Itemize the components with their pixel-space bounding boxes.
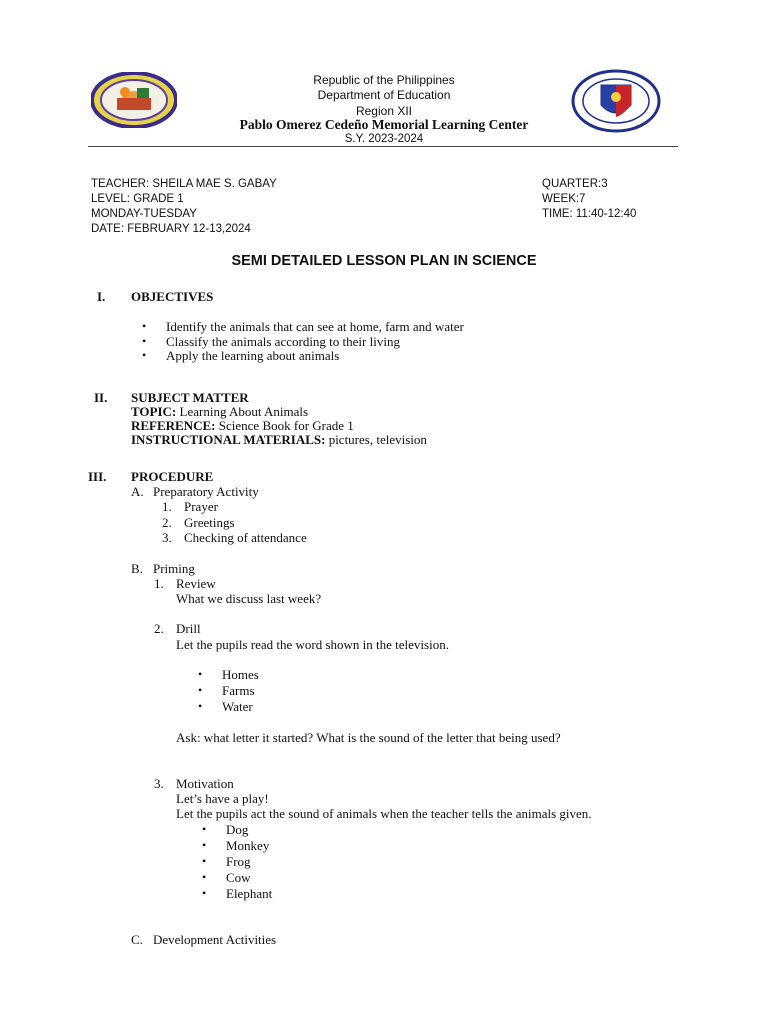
- development-title: Development Activities: [153, 932, 277, 947]
- motivation-number: 3.: [154, 776, 164, 791]
- objective-item: • Apply the learning about animals: [166, 348, 339, 364]
- review-title: Review: [176, 576, 216, 591]
- drill-title: Drill: [176, 621, 201, 636]
- animal-item: • Elephant: [226, 886, 272, 902]
- objective-item: • Classify the animals according to their living: [166, 334, 400, 350]
- week: WEEK:7: [542, 193, 586, 205]
- animal-item: • Frog: [226, 854, 251, 870]
- materials-value: pictures, television: [325, 432, 427, 447]
- header-school-name: Pablo Omerez Cedeño Memorial Learning Center: [239, 117, 529, 132]
- drill-word: • Water: [222, 699, 253, 715]
- prep-item: Greetings: [184, 515, 235, 530]
- topic-value: Learning About Animals: [176, 404, 309, 419]
- grade-level: LEVEL: GRADE 1: [91, 193, 184, 205]
- animal-item: • Cow: [226, 870, 251, 886]
- review-number: 1.: [154, 576, 164, 591]
- header-divider: [88, 146, 678, 147]
- prep-item: Checking of attendance: [184, 530, 307, 545]
- date: DATE: FEBRUARY 12-13,2024: [91, 223, 251, 235]
- motivation-intro: Let’s have a play!: [176, 791, 269, 806]
- procedure-number: III.: [88, 469, 107, 484]
- development-label: C.: [131, 932, 143, 947]
- motivation-instruction: Let the pupils act the sound of animals when the teacher tells the animals given.: [176, 806, 592, 821]
- drill-word: • Homes: [222, 667, 259, 683]
- schedule-info: [542, 177, 636, 222]
- preparatory-label: A.: [131, 484, 144, 499]
- days: MONDAY-TUESDAY: [91, 208, 197, 220]
- header-region: Region XII: [355, 104, 413, 118]
- reference-label: REFERENCE:: [131, 418, 216, 433]
- objective-item: • Identify the animals that can see at home, farm and water: [166, 319, 464, 335]
- motivation-title: Motivation: [176, 776, 234, 791]
- header-school-year: S.Y. 2023-2024: [344, 133, 424, 145]
- materials-line: [131, 432, 427, 448]
- animal-item: • Dog: [226, 822, 248, 838]
- header-republic: Republic of the Philippines: [313, 73, 455, 87]
- priming-title: Priming: [153, 561, 195, 576]
- quarter: QUARTER:3: [542, 178, 608, 190]
- drill-number: 2.: [154, 621, 164, 636]
- drill-word: • Farms: [222, 683, 255, 699]
- drill-ask: Ask: what letter it started? What is the sound of the letter that being used?: [176, 730, 561, 745]
- header-department: Department of Education: [317, 88, 451, 102]
- preparatory-title: Preparatory Activity: [153, 484, 259, 499]
- animal-item: • Monkey: [226, 838, 269, 854]
- teacher-info: [91, 177, 277, 237]
- objectives-heading: OBJECTIVES: [131, 289, 214, 304]
- objectives-number: I.: [97, 289, 106, 304]
- subject-matter-number: II.: [94, 390, 108, 405]
- teacher-name: TEACHER: SHEILA MAE S. GABAY: [91, 178, 277, 190]
- document-title: SEMI DETAILED LESSON PLAN IN SCIENCE: [231, 253, 537, 269]
- time: TIME: 11:40-12:40: [542, 208, 637, 220]
- review-question: What we discuss last week?: [176, 591, 322, 606]
- priming-label: B.: [131, 561, 143, 576]
- prep-item: Prayer: [184, 499, 218, 514]
- drill-instruction: Let the pupils read the word shown in the television.: [176, 637, 449, 652]
- procedure-heading: PROCEDURE: [131, 469, 214, 484]
- subject-matter-heading: SUBJECT MATTER: [131, 390, 249, 405]
- materials-label: INSTRUCTIONAL MATERIALS:: [131, 432, 326, 447]
- reference-value: Science Book for Grade 1: [215, 418, 354, 433]
- prep-item-number: 1.: [162, 499, 172, 514]
- prep-item-number: 2.: [162, 515, 172, 530]
- prep-item-number: 3.: [162, 530, 172, 545]
- topic-label: TOPIC:: [131, 404, 177, 419]
